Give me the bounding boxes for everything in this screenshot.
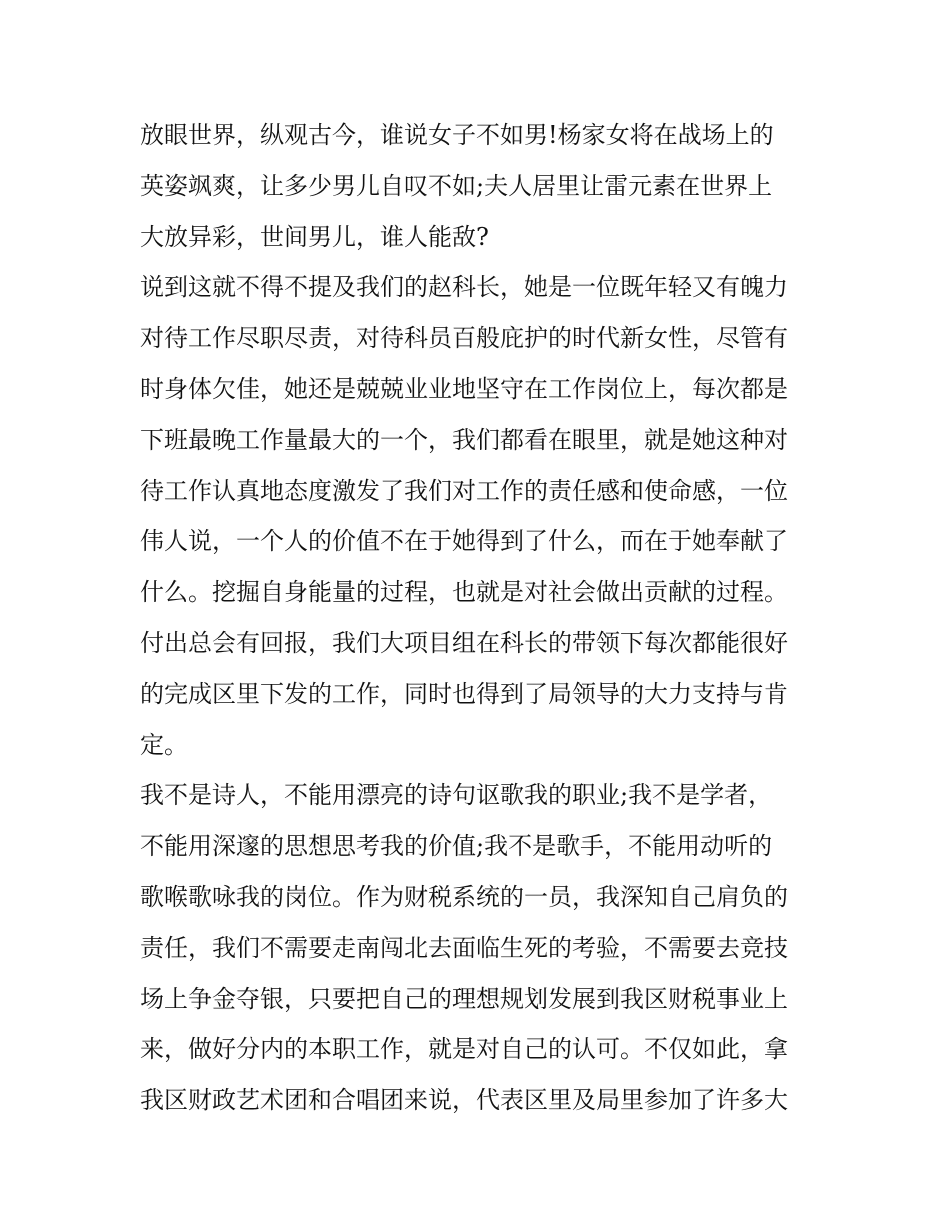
text-line: 我区财政艺术团和合唱团来说，代表区里及局里参加了许多大 xyxy=(140,1086,788,1115)
text-line: 什么。挖掘自身能量的过程，也就是对社会做出贡献的过程。 xyxy=(140,578,788,607)
text-line: 大放异彩，世间男儿，谁人能敌? xyxy=(140,222,489,251)
text-line: 责任，我们不需要走南闯北去面临生死的考验，不需要去竞技 xyxy=(140,933,788,962)
text-line: 下班最晚工作量最大的一个，我们都看在眼里，就是她这种对 xyxy=(140,425,788,454)
text-line: 不能用深邃的思想思考我的价值;我不是歌手，不能用动听的 xyxy=(140,832,773,861)
text-line: 场上争金夺银，只要把自己的理想规划发展到我区财税事业上 xyxy=(140,984,788,1013)
text-line: 英姿飒爽，让多少男儿自叹不如;夫人居里让雷元素在世界上 xyxy=(140,171,773,200)
text-line: 定。 xyxy=(140,730,188,759)
text-line: 的完成区里下发的工作，同时也得到了局领导的大力支持与肯 xyxy=(140,679,788,708)
text-line: 付出总会有回报，我们大项目组在科长的带领下每次都能很好 xyxy=(140,628,788,657)
body-text xyxy=(140,110,820,1126)
text-line: 歌喉歌咏我的岗位。作为财税系统的一员，我深知自己肩负的 xyxy=(140,882,788,911)
text-line: 我不是诗人，不能用漂亮的诗句讴歌我的职业;我不是学者， xyxy=(140,781,773,810)
text-line: 对待工作尽职尽责，对待科员百般庇护的时代新女性，尽管有 xyxy=(140,324,788,353)
text-line: 说到这就不得不提及我们的赵科长，她是一位既年轻又有魄力 xyxy=(140,273,788,302)
text-line: 待工作认真地态度激发了我们对工作的责任感和使命感，一位 xyxy=(140,476,788,505)
text-line: 时身体欠佳，她还是兢兢业业地坚守在工作岗位上，每次都是 xyxy=(140,374,788,403)
text-line: 放眼世界，纵观古今，谁说女子不如男!杨家女将在战场上的 xyxy=(140,121,774,149)
text-line: 伟人说，一个人的价值不在于她得到了什么，而在于她奉献了 xyxy=(140,527,788,556)
text-line: 来，做好分内的本职工作，就是对自己的认可。不仅如此，拿 xyxy=(140,1035,788,1064)
